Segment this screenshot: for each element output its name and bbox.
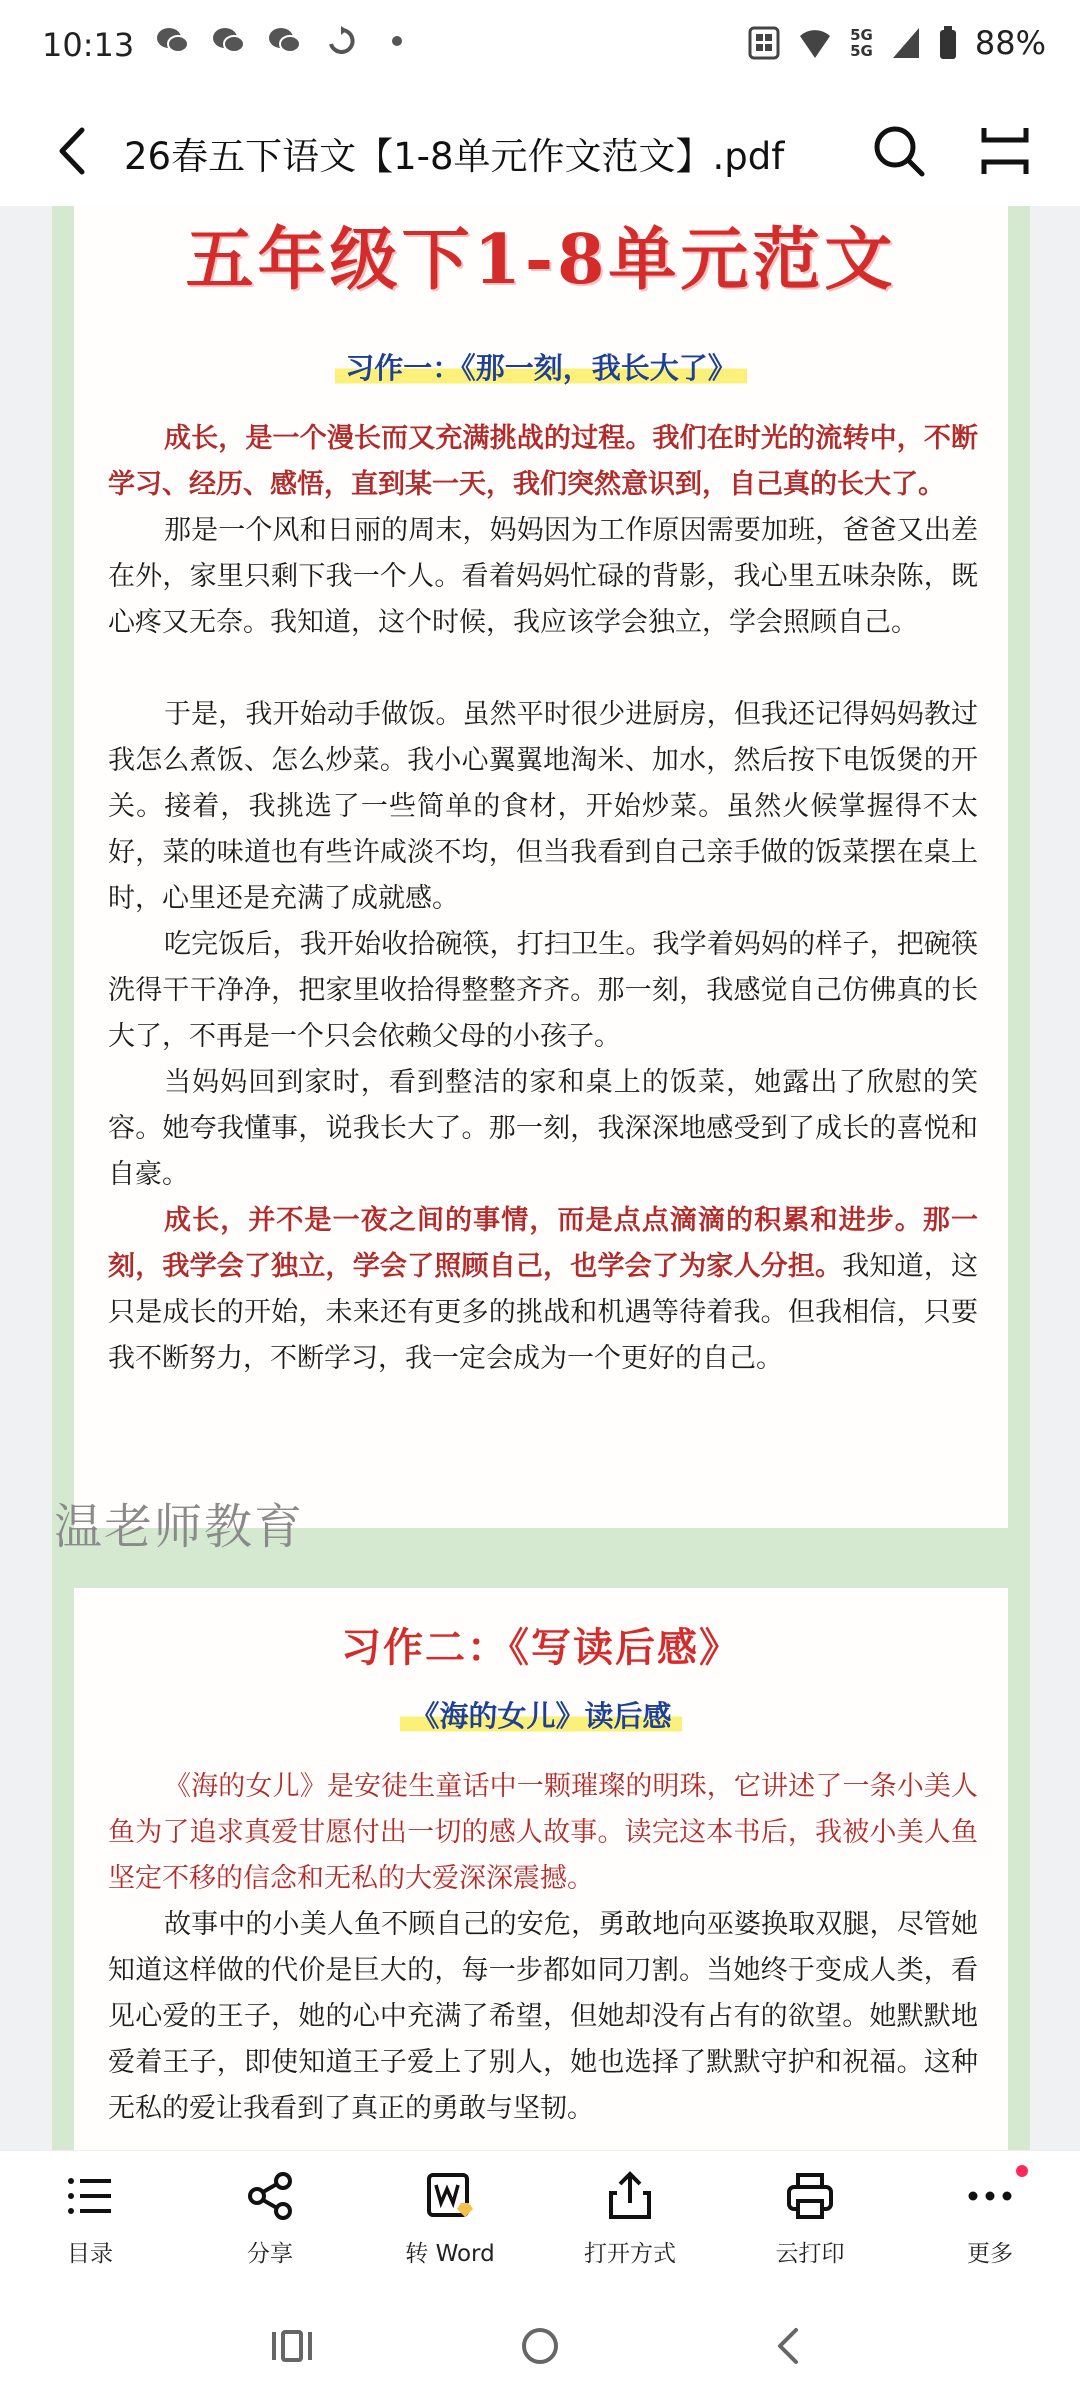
pdf-page-1 [52,206,1030,1646]
closing-highlight: 成长，并不是一夜之间的事情，而是点点滴滴的积累和进步。那一刻，我学会了独立，学会了照顾自己，也学会了为家人分担。 [108,1205,978,1282]
recent-apps-button[interactable] [262,2320,322,2372]
wechat-icon [268,26,302,56]
watermark-text: 温老师教育 [54,1499,305,1555]
app-header [0,96,1080,206]
list-icon [63,2169,117,2223]
notification-badge [1016,2165,1028,2177]
more-button[interactable]: 更多 [900,2151,1080,2293]
body-paragraph: 吃完饭后，我开始收拾碗筷，打扫卫生。我学着妈妈的样子，把碗筷洗得干干净净，把家里收拾得整整齐齐。那一刻，我感觉自己仿佛真的长大了，不再是一个只会依赖父母的小孩子。 [108,929,978,1052]
recent-apps-icon [268,2326,316,2366]
convert-word-button[interactable]: 转 Word [360,2151,540,2293]
page-content [74,1588,1008,2150]
document-title: 26春五下语文【1-8单元作文范文】.pdf [124,135,785,178]
system-nav-bar [0,2292,1080,2401]
signal-icon [891,26,921,60]
share-icon [243,2169,297,2223]
printer-icon [783,2169,837,2223]
expand-icon [976,122,1034,180]
back-icon [770,2324,806,2368]
upload-icon [603,2169,657,2223]
chapter-heading: 习作二：《写读后感》 [341,1625,741,1671]
chapter-title: 习作一：《那一刻，我长大了》 [74,346,1008,387]
system-back-button[interactable] [758,2320,818,2372]
body-paragraph: 故事中的小美人鱼不顾自己的安危，勇敢地向巫婆换取双腿，尽管她知道这样做的代价是巨大的，每一步都如同刀割。当她终于变成人类，看见心爱的王子，她的心中充满了希望，但她却没有占有的欲望。她默默地爱着王子，即使知道王子爱上了别人，她也选择了默默守护和祝福。这种无私的爱让我看到了真正的勇敢与坚韧。 [108,1909,978,2124]
wechat-icon [212,26,246,56]
closing-paragraph [108,1198,978,1382]
system-indicators [748,24,1046,62]
pdf-page-2 [52,1528,1030,2150]
intro-paragraph: 成长，是一个漫长而又充满挑战的过程。我们在时光的流转中，不断学习、经历、感悟，直到某一天，我们突然意识到，自己真的长大了。 [108,423,978,500]
document-heading: 五年级下1-8单元范文 [185,220,897,300]
body-paragraph: 当妈妈回到家时，看到整洁的家和桌上的饭菜，她露出了欣慰的笑容。她夸我懂事，说我长大了。那一刻，我深深地感受到了成长的喜悦和自豪。 [108,1067,978,1190]
network-type: 5G 5G [850,26,873,60]
more-icon [963,2169,1017,2223]
sync-icon [324,26,358,56]
home-icon [518,2324,562,2368]
closing-text: 我知道，这只是成长的开始，未来还有更多的挑战和机遇等待着我。但我相信，只要我不断努力，不断学习，我一定会成为一个更好的自己。 [108,1251,979,1374]
chevron-left-icon [48,124,98,178]
notification-icons [156,26,402,56]
search-button[interactable] [870,122,928,180]
page-content [74,206,1008,1606]
toc-button[interactable]: 目录 [0,2151,180,2293]
body-paragraph: 于是，我开始动手做饭。虽然平时很少进厨房，但我还记得妈妈教过我怎么煮饭、怎么炒菜。我小心翼翼地淘米、加水，然后按下电饭煲的开关。接着，我挑选了一些简单的食材，开始炒菜。虽然火候掌握得不太好，菜的味道也有些许咸淡不均，但当我看到自己亲手做的饭菜摆在桌上时，心里还是充满了成就感。 [108,699,978,914]
intro-paragraph: 《海的女儿》是安徒生童话中一颗璀璨的明珠，它讲述了一条小美人鱼为了追求真爱甘愿付出一切的感人故事。读完这本书后，我被小美人鱼坚定不移的信念和无私的大爱深深震撼。 [108,1771,978,1894]
body-paragraph: 那是一个风和日丽的周末，妈妈因为工作原因需要加班，爸爸又出差在外，家里只剩下我一个人。看着妈妈忙碌的背影，我心里五味杂陈，既心疼又无奈。我知道，这个时候，我应该学会独立，学会照顾自己。 [108,515,978,638]
more-notifications-dot [392,36,402,46]
status-time: 10:13 [42,26,135,64]
home-button[interactable] [510,2320,570,2372]
wechat-icon [156,26,190,56]
cloud-print-button[interactable]: 云打印 [720,2151,900,2293]
wifi-icon [798,26,832,60]
pdf-viewer[interactable] [0,206,1080,2150]
battery-level: 88% [974,24,1046,62]
chapter-subtitle: 《海的女儿》读后感 [74,1694,1008,1735]
fullscreen-button[interactable] [976,122,1034,180]
share-button[interactable]: 分享 [180,2151,360,2293]
search-icon [870,122,928,180]
word-icon [423,2169,477,2223]
back-button[interactable] [48,124,98,178]
status-bar [0,0,1080,96]
open-with-button[interactable]: 打开方式 [540,2151,720,2293]
battery-icon [939,26,957,60]
bottom-toolbar [0,2150,1080,2293]
nfc-icon [748,26,780,60]
